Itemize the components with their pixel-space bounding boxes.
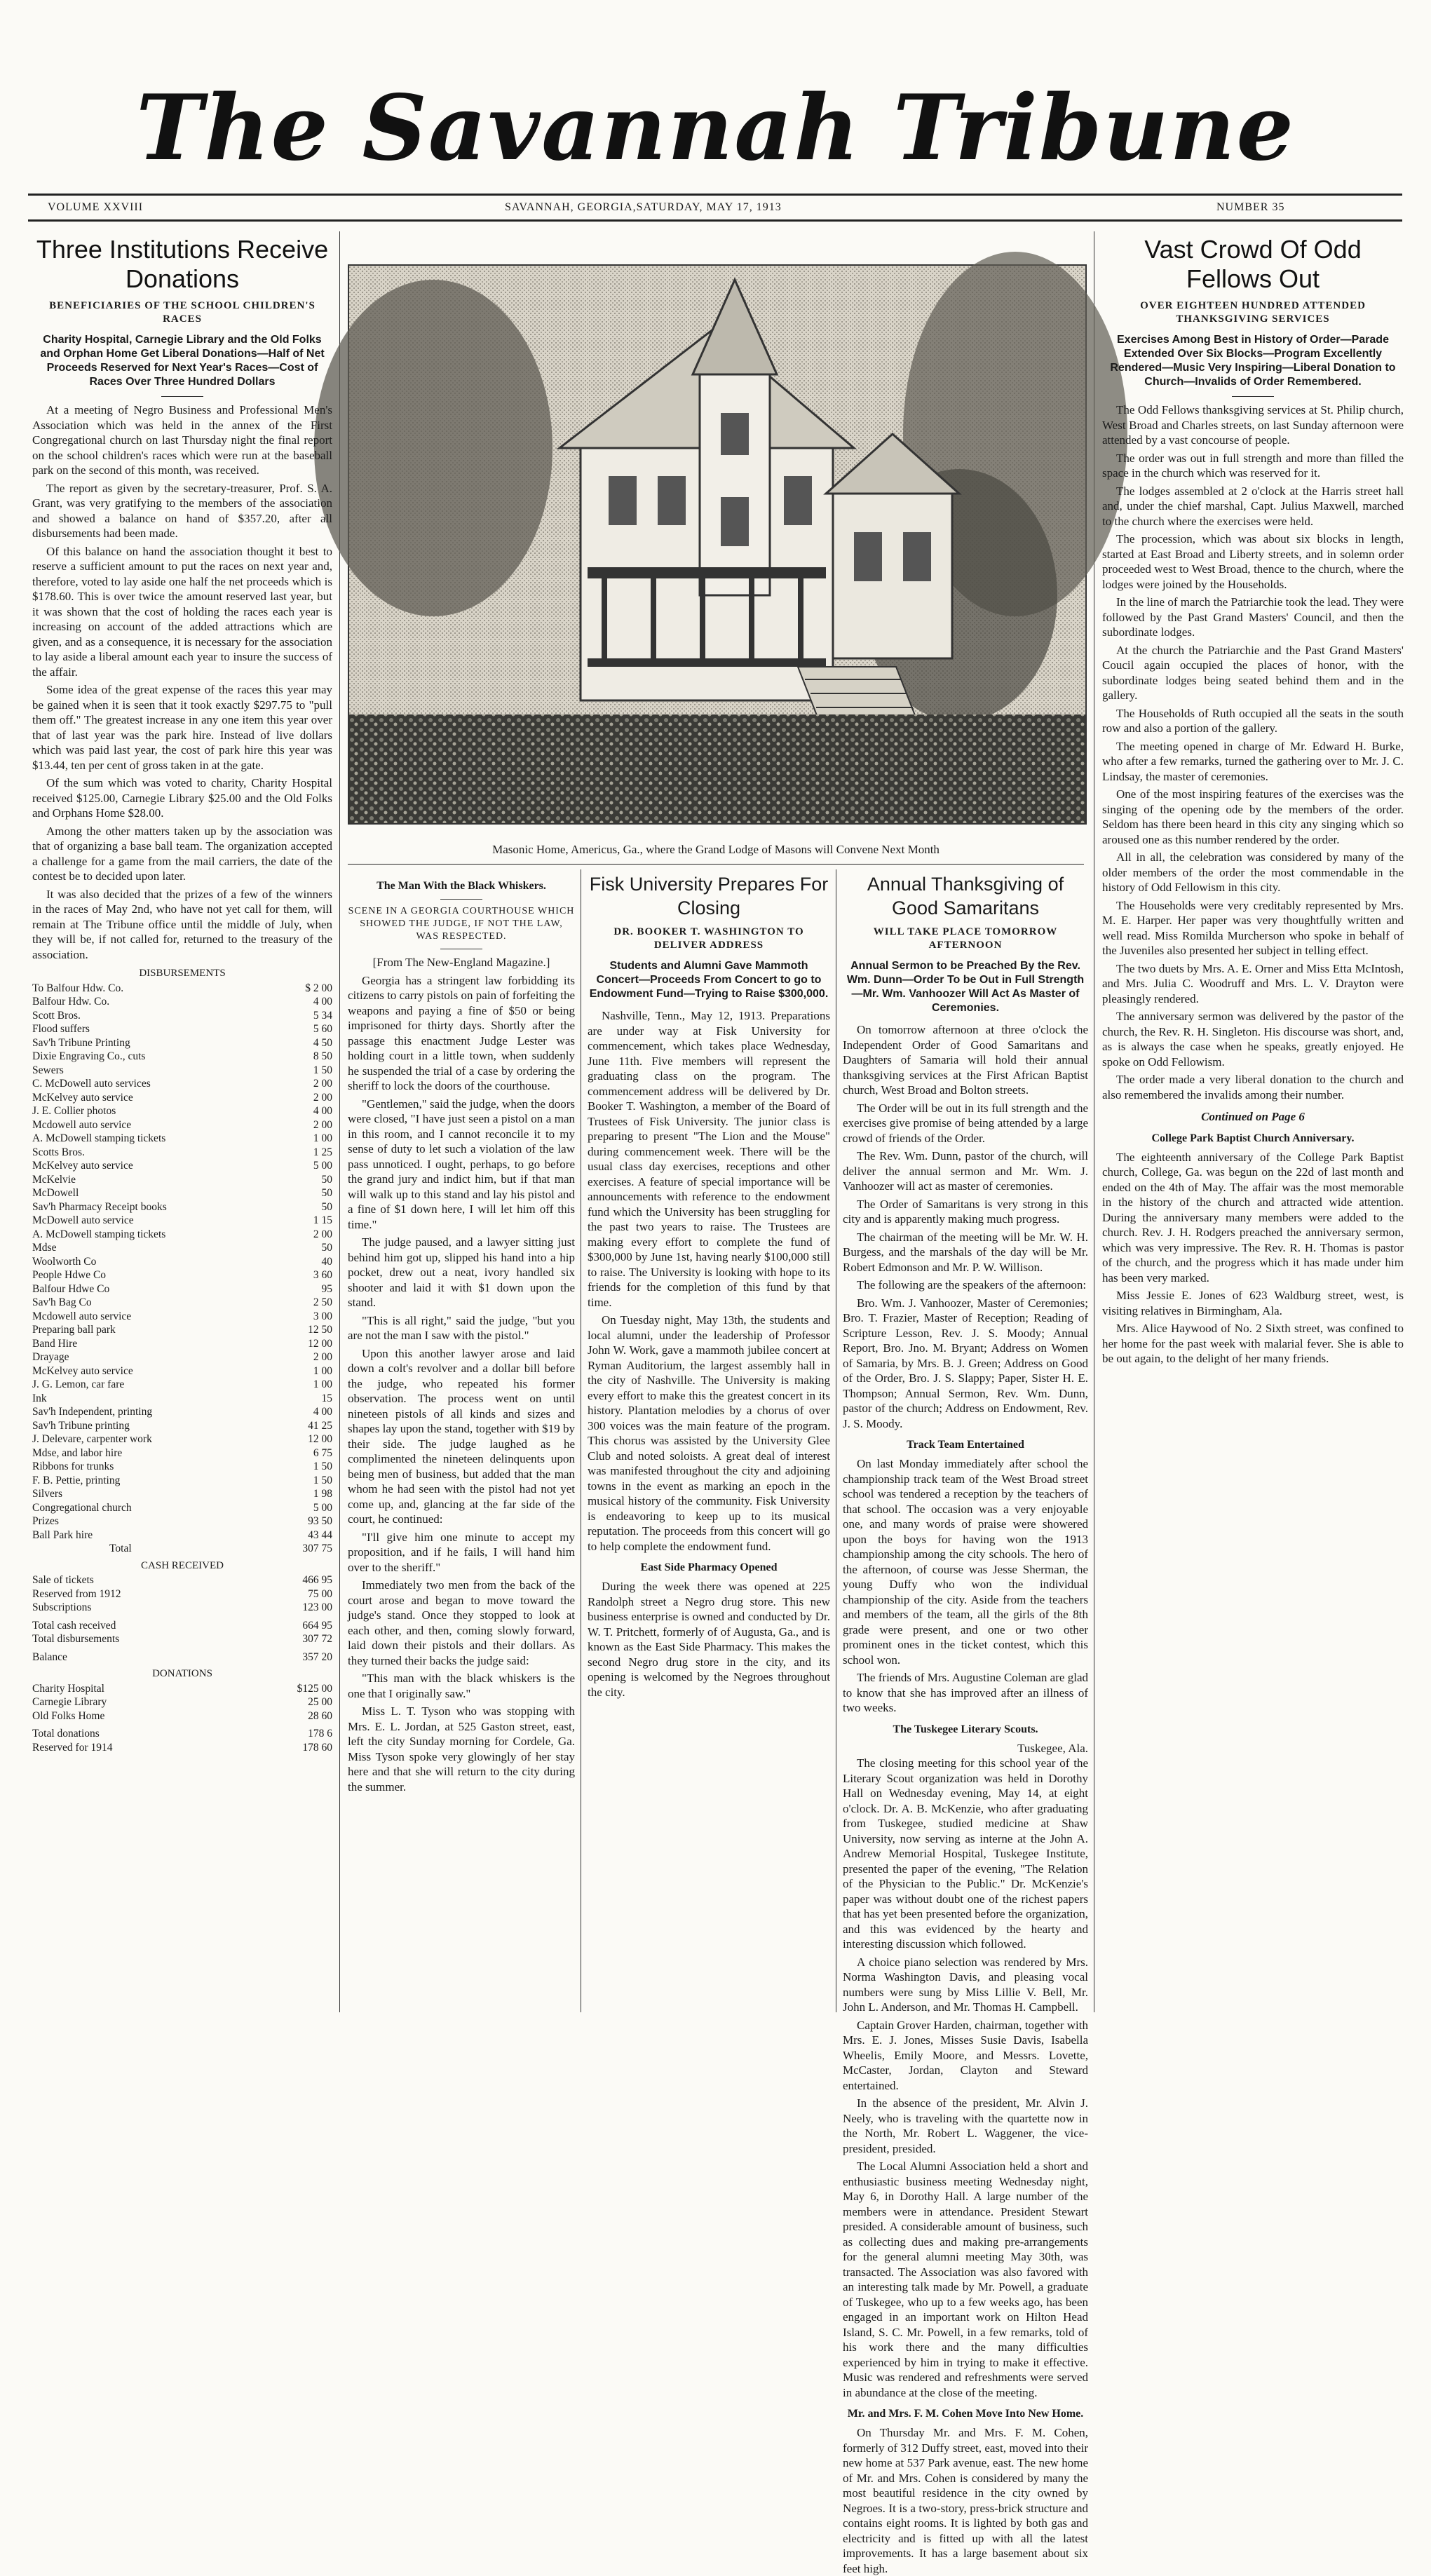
paragraph: At the church the Patriarchie and the Past Grand Masters' Coucil again occupied the places of honor, with the subordinate lodges being seated behind them and in the gallery. (1102, 643, 1404, 702)
donation-totals (32, 1727, 332, 1754)
article-odd-fellows (1102, 235, 1404, 2012)
paragraph: The Households were very creditably represented by Mrs. M. E. Harper. Her paper was very thoughtfully written and well read. Miss Romilda Murcherson who spoke in behalf of the Juveniles also presented her subject in telling effect. (1102, 898, 1404, 957)
headline: Vast Crowd Of Odd Fellows Out (1144, 235, 1362, 293)
issue-volume: VOLUME XXVIII (48, 201, 144, 213)
article-body (843, 1022, 1088, 1431)
paragraph: Miss Jessie E. Jones of 623 Waldburg street, west, is visiting relatives in Birmingham, Ala. (1102, 1289, 1404, 1317)
ledger-row: Ink 15 (32, 1392, 332, 1404)
ledger-row: Congregational church 5 00 (32, 1501, 332, 1514)
ledger-row: Woolworth Co 40 (32, 1255, 332, 1268)
cash-title: CASH RECEIVED (141, 1559, 224, 1571)
ledger-row: Scotts Bros. 1 25 (32, 1146, 332, 1158)
continued-note: Continued on Page 6 (1201, 1110, 1305, 1123)
ledger-row: J. E. Collier photos 4 00 (32, 1105, 332, 1117)
ledger-row: McKelvie 50 (32, 1173, 332, 1186)
ledger-row: Mcdowell auto service 2 00 (32, 1118, 332, 1131)
paragraph: The order was out in full strength and more than filled the space in the church which was reserved for it. (1102, 451, 1404, 480)
ledger-row: Band Hire 12 00 (32, 1337, 332, 1350)
subhead: OVER EIGHTEEN HUNDRED ATTENDED THANKSGIVING SERVICES (1140, 300, 1366, 325)
ledger-row: J. Delevare, carpenter work 12 00 (32, 1433, 332, 1445)
ledger-row: McKelvey auto service 5 00 (32, 1160, 332, 1172)
subhead: SCENE IN A GEORGIA COURTHOUSE WHICH SHOWED THE JUDGE, IF NOT THE LAW, WAS RESPECTED. (348, 906, 575, 942)
divider (440, 899, 482, 900)
article-fisk-university (588, 872, 830, 2012)
paragraph: The Local Alumni Association held a short and enthusiastic business meeting Wednesday night, May 6, in Dorothy Hall. A large number of the members were in attendance. President Stewart presided. A considerable amount of business, such as collecting dues and making pre-arrangements for the general alumni meeting May 30th, was transacted. The Association was also favored with an interesting talk made by Mr. Powell, a graduate of Tuskegee, who up to a few weeks ago, has been engaged in an important work on Hilton Head Island, S. C. Mr. Powell, in a few remarks, told of his work there and the many difficulties experienced by him in trying to make it effective. Music was rendered and refreshments were served in abundance at the close of the meeting. (843, 2160, 1088, 2399)
ledger-row: Sav'h Independent, printing 4 00 (32, 1406, 332, 1418)
headline: Annual Thanksgiving of Good Samaritans (867, 874, 1064, 918)
subhead: BENEFICIARIES OF THE SCHOOL CHILDREN'S RACES (49, 300, 316, 325)
ledger-row: Sav'h Bag Co 2 50 (32, 1296, 332, 1308)
photo-caption: Masonic Home, Americus, Ga., where the Grand Lodge of Masons will Convene Next Month (492, 843, 940, 856)
paragraph: The lodges assembled at 2 o'clock at the Harris street hall and, under the chief marshal, Capt. Julius Maxwell, marched to the church where the exercises were held. (1102, 484, 1404, 528)
paragraph: On tomorrow afternoon at three o'clock the Independent Order of Good Samaritans and Daughters of Samaria will hold their annual thanksgiving services at the First African Baptist church, West Broad and Bolton streets. (843, 1023, 1088, 1097)
paragraph: Mrs. Alice Haywood of No. 2 Sixth street, was confined to her home for the past week with malarial fever. She is able to be out again, to the delight of her many friends. (1102, 1322, 1404, 1365)
ledger-row: Reserved for 1914 178 60 (32, 1741, 332, 1754)
ledger-row: A. McDowell stamping tickets 1 00 (32, 1132, 332, 1144)
ledger-row: Reserved from 1912 75 00 (32, 1587, 332, 1600)
total-row: Total 307 75 (109, 1543, 332, 1554)
ledger-row: Sewers 1 50 (32, 1064, 332, 1076)
ledger-row: Silvers 1 98 (32, 1488, 332, 1500)
ledger-row: Preparing ball park 12 50 (32, 1324, 332, 1336)
paragraph: "Gentlemen," said the judge, when the doors were closed, "I have just seen a pistol on a man in this room, and I cannot reconcile it to my sense of duty to let such a violation of the law pass unnoticed. I ought, perhaps, to go before the grand jury and indict him, but if that man will walk up to this stand and lay his pistol and a fine of $1 down here, I will let him off this time." (348, 1097, 575, 1231)
ledger-row: Charity Hospital $125 00 (32, 1682, 332, 1695)
headline: Three Institutions Receive Donations (36, 235, 329, 293)
ledger-row: Balfour Hdw. Co. 4 00 (32, 996, 332, 1008)
subhead: DR. BOOKER T. WASHINGTON TO DELIVER ADDRESS (613, 926, 804, 951)
paragraph: Bro. Wm. J. Vanhoozer, Master of Ceremonies; Bro. T. Frazier, Master of Reception; Reading of Scripture Lesson, Rev. J. S. Moody; Annual Report, Bro. Jno. M. Bryant; Address on Women of Samaria, by Mrs. B. J. Green; Address on Good of the Order, Bro. J. S. Slappy; Paper, Sister H. E. Thompson; Annual Sermon, Rev. Wm. Dunn, pastor of the church; Address on Endowment, Rev. J. S. Moody. (843, 1296, 1088, 1430)
ledger-row: A. McDowell stamping tickets 2 00 (32, 1228, 332, 1240)
deck: Exercises Among Best in History of Order—Parade Extended Over Six Blocks—Program Excellently Rendered—Music Very Inspiring—Liberal Donation to Church—Invalids of Order Remembered. (1110, 334, 1396, 388)
deck: Students and Alumni Gave Mammoth Concert—Proceeds From Concert to go to Endowment Fund—Trying to Raise $300,000. (589, 960, 829, 1000)
tuskegee-dateline: Tuskegee, Ala. (1017, 1741, 1088, 1755)
paragraph: The meeting opened in charge of Mr. Edward H. Burke, who after a few remarks, turned the gathering over to Mr. J. C. Lindsay, the master of ceremonies. (1102, 739, 1404, 783)
paragraph: Among the other matters taken up by the association was that of organizing a base ball team. The organization accepted a challenge for a game from the mail carriers, the date of the contest be to decided upon later. (32, 824, 332, 883)
paragraph: "This man with the black whiskers is the one that I originally saw." (348, 1672, 575, 1700)
ledger-row: Mdse, and labor hire 6 75 (32, 1446, 332, 1459)
cash-table (32, 1573, 332, 1615)
masthead-rule-bottom (28, 219, 1402, 222)
paragraph: The following are the speakers of the afternoon: (857, 1278, 1087, 1292)
subheadline: College Park Baptist Church Anniversary. (1151, 1132, 1355, 1144)
ledger-row: McKelvey auto service 1 00 (32, 1364, 332, 1377)
paragraph: Upon this another lawyer arose and laid down a colt's revolver and a dollar bill before the judge, who repeated his former observation. The process went on until nineteen pistols of all kinds and sizes and shapes lay upon the stand, together with $19 by their side. The judge laughed as he complimented the nineteen delinquents upon being men of business, but added that the man whom he had seen with the pistol had not yet come up, and, glancing at the far side of the court, he continued: (348, 1346, 575, 1526)
ledger-row: Old Folks Home 28 60 (32, 1709, 332, 1722)
house-illustration (349, 266, 1085, 823)
paragraph: The Odd Fellows thanksgiving services at St. Philip church, West Broad and Charles streets, on last Sunday afternoon were attended by a vast concourse of people. (1102, 403, 1404, 447)
ledger-row: McDowell 50 (32, 1187, 332, 1199)
article-body (588, 1008, 830, 1554)
paragraph: The Rev. Wm. Dunn, pastor of the church, will deliver the annual sermon and Mr. Wm. J. Vanhoozer will act as master of ceremonies. (843, 1149, 1088, 1193)
article-three-institutions (32, 235, 332, 2012)
paragraph: The Order will be out in its full strength and the exercises give promise of being attended by a large crowd of friends of the Order. (843, 1101, 1088, 1145)
article-body-2 (843, 1456, 1088, 2576)
ledger-row: Sav'h Pharmacy Receipt books 50 (32, 1200, 332, 1213)
ledger-row: Drayage 2 00 (32, 1351, 332, 1363)
paragraph: The friends of Mrs. Augustine Coleman are glad to know that she has improved after an illness of two weeks. (843, 1671, 1088, 1714)
headline: Fisk University Prepares For Closing (589, 874, 829, 918)
paragraph: "I'll give him one minute to accept my proposition, and if he fails, I will hand him over to the sheriff." (348, 1530, 575, 1574)
paragraph: It was also decided that the prizes of a few of the winners in the races of May 2nd, who have not yet call for them, will remain at The Tribune office until the middle of July, when they will be, if not called for, returned to the treasury of the association. (32, 887, 332, 961)
subheadline: East Side Pharmacy Opened (640, 1561, 778, 1573)
ledger-row: To Balfour Hdw. Co. $ 2 00 (32, 982, 332, 994)
ledger-row: Balfour Hdwe Co 95 (32, 1282, 332, 1295)
article-body-2 (588, 1579, 830, 1700)
ledger-row: Sav'h Tribune Printing 4 50 (32, 1036, 332, 1049)
paragraph: Nashville, Tenn., May 12, 1913. Preparations are under way at Fisk University for commencement, which takes place Wednesday, June 11th. Five members will represent the graduating class on the program. The commencement address will be delivered by Dr. Booker T. Washington, a member of the Board of Trustees of Fisk University. The junior class is preparing to present "The Lion and the Mouse" during commencement week. There will be the usual class day exercises, receptions and other exercises. A feature of special importance will be announcements with reference to the endowment fund which the University has been struggling for the past two years to raise. The Trustees are making every effort to complete the fund of $300,000 by June 1st, having nearly $100,000 still to raise. The University is looking with hope to its friends for the completion of this fund by that time. (588, 1009, 830, 1309)
divider (1232, 396, 1274, 397)
issue-dateline: SAVANNAH, GEORGIA,SATURDAY, MAY 17, 1913 (505, 201, 782, 213)
ledger-row: J. G. Lemon, car fare 1 00 (32, 1378, 332, 1390)
paragraph: A choice piano selection was rendered by Mrs. Norma Washington Davis, and pleasing vocal numbers were sung by Miss Lillie V. Bell, Mr. John L. Anderson, and Mr. Thomas H. Campbell. (843, 1955, 1088, 2014)
ledger-row: Prizes 93 50 (32, 1515, 332, 1527)
article-black-whiskers (348, 872, 575, 2012)
ledger-row: Total disbursements 307 72 (32, 1633, 332, 1645)
ledger-row: Mdse 50 (32, 1242, 332, 1254)
balance-row: Balance 357 20 (32, 1650, 332, 1663)
article-body (348, 973, 575, 1795)
paragraph: The report as given by the secretary-treasurer, Prof. S. A. Grant, was very gratifying to the members of the association and showed a balance on hand of $357.20, after all disbursements had been made. (32, 481, 332, 540)
ledger-row: Sale of tickets 466 95 (32, 1574, 332, 1586)
cash-totals (32, 1619, 332, 1646)
paragraph: Of the sum which was voted to charity, Charity Hospital received $125.00, Carnegie Library $25.00 and the Old Folks and Orphans Home $28.00. (32, 776, 332, 820)
source-note: [From The New-England Magazine.] (372, 956, 550, 969)
ledger-row: McDowell auto service 1 15 (32, 1214, 332, 1226)
donations-title: DONATIONS (152, 1668, 212, 1679)
paragraph: At a meeting of Negro Business and Professional Men's Association which was held in the annex of the First Congregational church on last Thursday night the final report on the school children's races which were run at the baseball park on the second of this month, was received. (32, 403, 332, 477)
paragraph: Of this balance on hand the association thought it best to reserve a sufficient amount to put the races on next year and, therefore, voted to lay aside one half the net proceeds which is $178.60. This is over twice the amount reserved last year, but it was shown that the cost of holding the races each year is increasing on account of the added attractions which are given, and as a consequence, it is necessary for the association to lay aside a liberal amount each year to insure the success of the affair. (32, 544, 332, 679)
ledger-row: People Hdwe Co 3 60 (32, 1269, 332, 1281)
ledger-row: Ribbons for trunks 1 50 (32, 1460, 332, 1472)
article-good-samaritans (843, 872, 1088, 2575)
ledger-row: Total cash received 664 95 (32, 1619, 332, 1632)
headline: The Man With the Black Whiskers. (377, 880, 546, 892)
paragraph: The Order of Samaritans is very strong in this city and is apparently making much progress. (843, 1197, 1088, 1226)
paragraph: In the line of march the Patriarchie took the lead. They were followed by the Past Grand Masters' Council, and then the subordinate lodges. (1102, 595, 1404, 639)
article-body (32, 402, 332, 962)
paragraph: The eighteenth anniversary of the College Park Baptist church, College, Ga. was begun on the 22d of last month and ended on the 4th of May. The affair was the most memorable in the history of the church and attracted wide attention. During the anniversary many members were added to the church. Rev. J. H. Rodgers preached the anniversary sermon, which was very impressive. The Rev. R. H. Thomas is pastor of the church, and the progress which it has made under him has been very marked. (1102, 1150, 1404, 1284)
paragraph: Some idea of the great expense of the races this year may be gained when it is seen that it took exactly $297.75 to "pull them off." The greatest increase in any one item this year over that of last year was the park hire. Instead of live dollars which was paid last year, the cost of park hire this year was $13.44, ten per cent of gross taken in at the gate. (32, 683, 332, 772)
paragraph: All in all, the celebration was considered by many of the older members of the order the most commendable in the history of Odd Fellowism in this city. (1102, 850, 1404, 894)
ledger-row: McKelvey auto service 2 00 (32, 1091, 332, 1104)
ledger-row: F. B. Pettie, printing 1 50 (32, 1474, 332, 1486)
ledger-row: Subscriptions 123 00 (32, 1601, 332, 1613)
deck: Annual Sermon to be Preached By the Rev. Wm. Dunn—Order To be Out in Full Strength—Mr. Wm. Vanhoozer Will Act As Master of Ceremonies. (846, 960, 1085, 1014)
paragraph: The chairman of the meeting will be Mr. W. H. Burgess, and the marshals of the day will be Mr. Robert Edmonson and Mr. P. W. Willison. (843, 1230, 1088, 1274)
subheadline: Track Team Entertained (907, 1439, 1024, 1451)
ledger-row: Ball Park hire 43 44 (32, 1528, 332, 1541)
paragraph: During the week there was opened at 225 Randolph street a Negro drug store. This new business enterprise is owned and conducted by Dr. W. T. Pritchett, formerly of of Augusta, Ga., and is known as the East Side Pharmacy. This makes the second Negro drug store in the city, and its opening is welcomed by the Negroes throughout the city. (588, 1580, 830, 1699)
cohen-headline: Mr. and Mrs. F. M. Cohen Move Into New Home. (847, 2408, 1084, 2420)
paragraph: The procession, which was about six blocks in length, started at East Broad and Liberty streets, and in solemn order proceeded west to West Broad, thence to the church, where the lodges were joined by the Households. (1102, 532, 1404, 591)
tuskegee-headline: The Tuskegee Literary Scouts. (893, 1723, 1038, 1735)
disbursements-title: DISBURSEMENTS (139, 968, 226, 979)
issue-number: NUMBER 35 (1216, 201, 1285, 213)
ledger-row: Carnegie Library 25 00 (32, 1696, 332, 1708)
paragraph: On Tuesday night, May 13th, the students and local alumni, under the leadership of Professor John W. Work, gave a mammoth jubilee concert at Ryman Auditorium, the largest assembly hall in the city of Nashville. The University is making every effort to make this the greatest concert in its history. Plantation melodies by a chorus of over 300 voices was the main feature of the program. This chorus was assisted by the University Glee Club and noted soloists. A great deal of interest was manifested throughout the city and adjoining towns in the event as marking an epoch in the musical history of the community. Fisk University is endeavoring to keep up to its musical reputation. The proceeds from this concert will go to help complete the endowment fund. (588, 1313, 830, 1553)
paragraph: The closing meeting for this school year of the Literary Scout organization was held in Dorothy Hall on Wednesday evening, May 14, at eight o'clock. Dr. A. B. McKenzie, who after graduating from Tuskegee, studied medicine at Shaw University, now serving as interne at the John A. Andrew Memorial Hospital, Tuskegee Institute, presented the paper of the evening, "The Relation of the Physician to the Public." Dr. McKenzie's paper was without doubt one of the richest papers that has yet been presented before the organization, and this was evidenced by the hearty and interesting discussion which followed. (843, 1756, 1088, 1951)
masonic-home-photo (348, 264, 1087, 825)
photo-rule (348, 864, 1084, 865)
paragraph: In the absence of the president, Mr. Alvin J. Neely, who is traveling with the quartette now in the North, Mr. Robert L. Waggener, the vice-president, presided. (843, 2096, 1088, 2155)
paragraph: One of the most inspiring features of the exercises was the singing of the opening ode by the members of the order. Seldom has there been heard in this city any singing which so aroused one as this number rendered by the order. (1102, 787, 1404, 846)
paragraph: The anniversary sermon was delivered by the pastor of the church, the Rev. R. H. Singleton. His discourse was short, and, as is always the case when he speaks, greatly enjoyed. He spoke on Odd Fellowism. (1102, 1010, 1404, 1069)
ledger-row: C. McDowell auto services 2 00 (32, 1078, 332, 1090)
article-body (1102, 402, 1404, 1102)
ledger-row: Mcdowell auto service 3 00 (32, 1310, 332, 1322)
paragraph: The judge paused, and a lawyer sitting just behind him got up, slipped his hand into a hip pocket, drew out a neat, ivory handled six shooter and laid it with $1 down upon the stand. (348, 1235, 575, 1309)
masthead-rule-top (28, 194, 1402, 196)
paragraph: Miss L. T. Tyson who was stopping with Mrs. E. L. Jordan, at 525 Gaston street, east, left the city Sunday morning for Cordele, Ga. Miss Tyson spoke very glowingly of her stay here and that she will return to the city during the summer. (348, 1704, 575, 1794)
ledger-row: Flood suffers 5 60 (32, 1023, 332, 1035)
paragraph: Immediately two men from the back of the court arose and began to move toward the judge's stand. Once they stopped to look at each other, and then, coming slowly forward, laid down their pistols and their dollars. As they turned their backs the judge said: (348, 1578, 575, 1667)
ledger-row: Scott Bros. 5 34 (32, 1009, 332, 1022)
paragraph: "This is all right," said the judge, "but you are not the man I saw with the pistol." (348, 1313, 575, 1342)
article-body-2 (1102, 1150, 1404, 1367)
masthead-title: The Savannah Tribune (136, 76, 1295, 181)
paragraph: The two duets by Mrs. A. E. Orner and Miss Etta McIntosh, and Mrs. Julia C. Woodruff and Mrs. L. V. Drayton were pleasingly rendered. (1102, 961, 1404, 1005)
deck: Charity Hospital, Carnegie Library and the Old Folks and Orphan Home Get Liberal Donations—Half of Net Proceeds Reserved for Next Year's Races—Cost of Races Over Three Hundred Dollars (40, 334, 325, 388)
ledger-row: Sav'h Tribune printing 41 25 (32, 1419, 332, 1432)
subhead: WILL TAKE PLACE TOMORROW AFTERNOON (873, 926, 1058, 951)
paragraph: On last Monday immediately after school the championship track team of the West Broad street school was tendered a reception by the teachers of that school. The occasion was a very enjoyable one, and many words of praise were showered upon the boys for having won the 1913 championship among the city schools. The hero of the afternoon, of course was Jesse Sherman, the young Duffy who won the individual championship of the city. Aside from the teachers and members of the team, all the girls of the 8th grade were present, and one or two other prominent ones in the ticket contest, which this school won. (843, 1457, 1088, 1667)
paragraph: On Thursday Mr. and Mrs. F. M. Cohen, formerly of 312 Duffy street, east, moved into their new home at 537 Park avenue, east. The new home of Mr. and Mrs. Cohen is considered by many the most beautiful residence in the city owned by Negroes. It is a two-story, press-brick structure and contains eight rooms. It is lighted by both gas and electricity and is fitted up with all the latest improvements. It has a large basement about six feet high. (843, 2426, 1088, 2575)
disbursements-table (32, 982, 332, 1543)
paragraph: Georgia has a stringent law forbidding its citizens to carry pistols on pain of forfeiting the weapons and paying a fine of $50 or being imprisoned for thirty days. Shortly after the passage this enactment Judge Lester was holding court in a little town, when suddenly he suspended the trial of a case by ordering the sheriff to lock the doors of the courthouse. (348, 973, 575, 1092)
paragraph: Captain Grover Harden, chairman, together with Mrs. E. J. Jones, Misses Susie Davis, Isabella Wheelis, Emily Moore, and Messrs. Lovette, McCaster, Jordan, Clayton and Steward entertained. (843, 2018, 1088, 2092)
ledger-row: Dixie Engraving Co., cuts 8 50 (32, 1050, 332, 1062)
paragraph: The Households of Ruth occupied all the seats in the south row and also a portion of the gallery. (1102, 706, 1404, 735)
donations-table (32, 1682, 332, 1723)
ledger-row: Total donations 178 6 (32, 1728, 332, 1740)
paragraph: The order made a very liberal donation to the church and also remembered the invalids among their number. (1102, 1073, 1404, 1101)
divider (161, 396, 203, 397)
